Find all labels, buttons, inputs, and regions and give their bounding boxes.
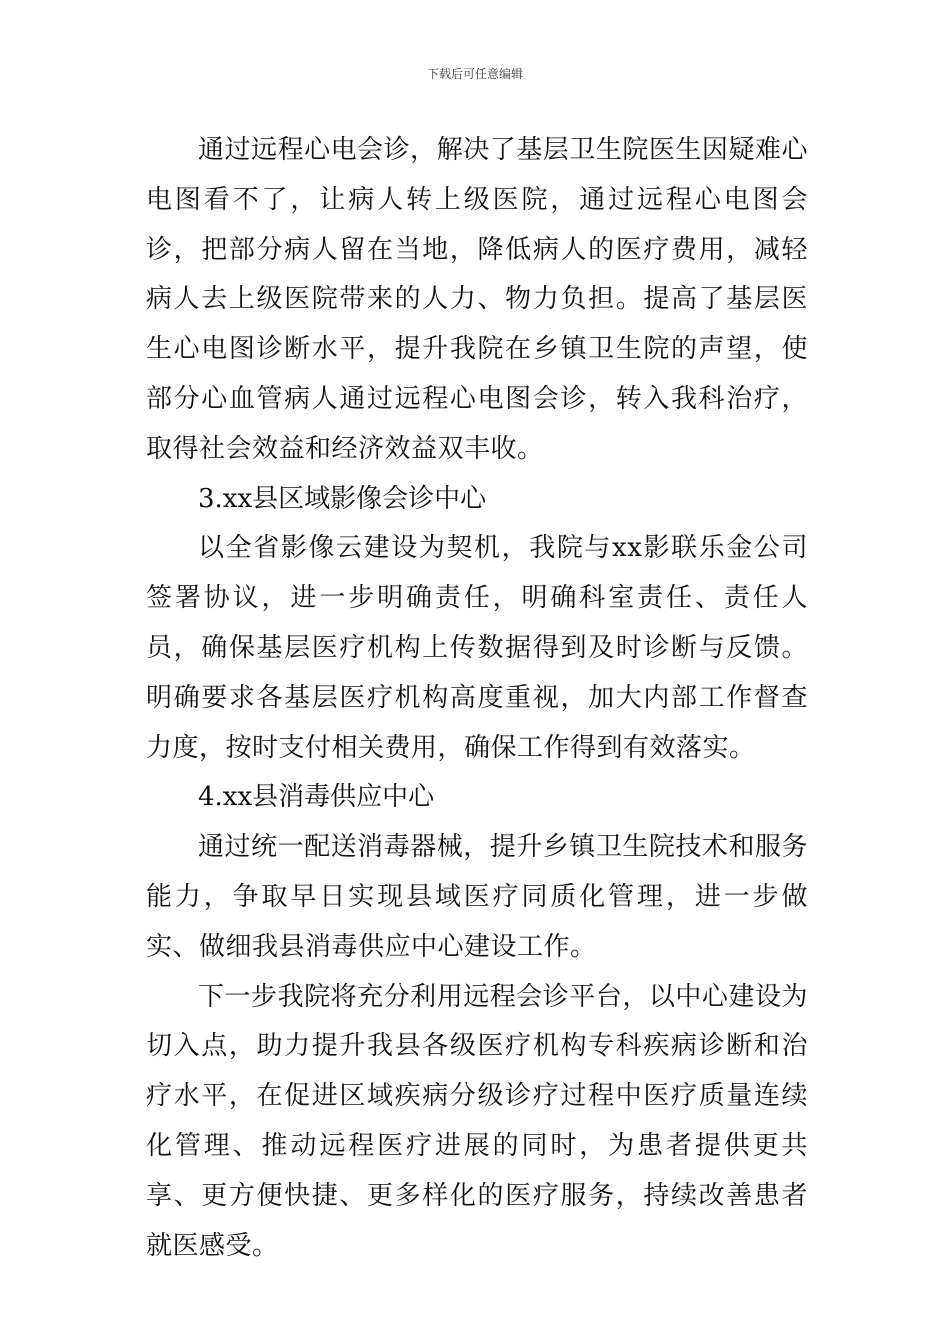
- section-heading-disinfection-center: 4.xx县消毒供应中心: [198, 782, 435, 813]
- paragraph-remote-ecg: 通过远程心电会诊，解决了基层卫生院医生因疑难心电图看不了，让病人转上级医院，通过远程心电图会诊，把部分病人留在当地，降低病人的医疗费用，减轻病人去上级医院带来的人力、物力负担。提高了基层医生心电图诊断水平，提升我院在乡镇卫生院的声望，使部分心血管病人通过远程心电图会诊，转入我科治疗，取得社会效益和经济效益双丰收。: [146, 135, 808, 464]
- paragraph-imaging-center: 以全省影像云建设为契机，我院与xx影联乐金公司签署协议，进一步明确责任，明确科室责任、责任人员，确保基层医疗机构上传数据得到及时诊断与反馈。明确要求各基层医疗机构高度重视，加大内部工作督查力度，按时支付相关费用，确保工作得到有效落实。: [146, 533, 808, 763]
- section-heading-imaging-center: 3.xx县区域影像会诊中心: [198, 483, 487, 514]
- document-body: [146, 126, 808, 1271]
- page-header: 下载后可任意编辑: [426, 67, 523, 81]
- paragraph-next-steps: 下一步我院将充分利用远程会诊平台，以中心建设为切入点，助力提升我县各级医疗机构专科疾病诊断和治疗水平，在促进区域疾病分级诊疗过程中医疗质量连续化管理、推动远程医疗进展的同时，为患者提供更共享、更方便快捷、更多样化的医疗服务，持续改善患者就医感受。: [146, 981, 808, 1261]
- paragraph-disinfection-center: 通过统一配送消毒器械，提升乡镇卫生院技术和服务能力，争取早日实现县域医疗同质化管理，进一步做实、做细我县消毒供应中心建设工作。: [146, 832, 808, 962]
